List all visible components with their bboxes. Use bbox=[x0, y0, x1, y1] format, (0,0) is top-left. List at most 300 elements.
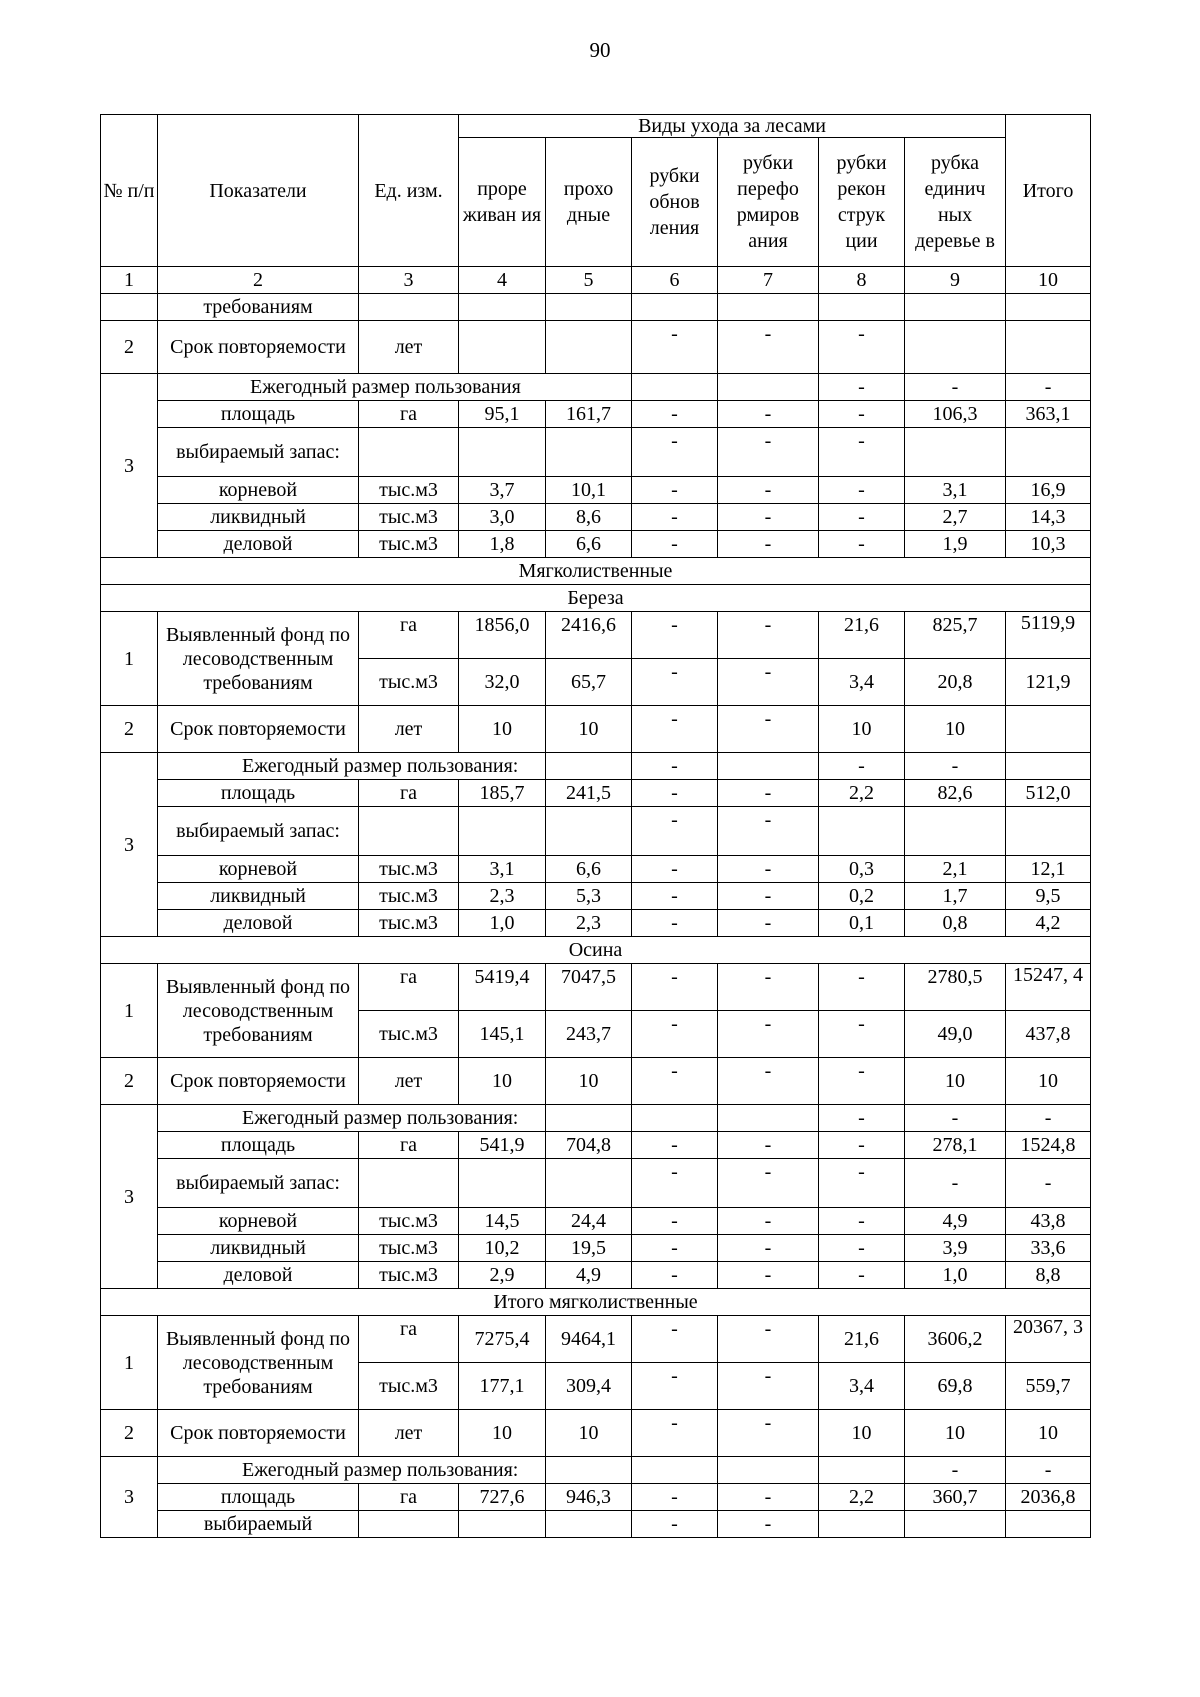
table-row bbox=[101, 1262, 1091, 1289]
value-cell: - bbox=[718, 910, 819, 937]
value-cell: - bbox=[905, 1105, 1006, 1132]
value-cell: 121,9 bbox=[1006, 659, 1091, 706]
cell bbox=[546, 321, 632, 374]
value-cell: 3,4 bbox=[819, 1363, 905, 1410]
value-cell: - bbox=[819, 964, 905, 1011]
value-cell: - bbox=[819, 1208, 905, 1235]
row-label: Срок повторяемости bbox=[158, 1410, 359, 1457]
cell bbox=[819, 294, 905, 321]
header-total: Итого bbox=[1006, 115, 1091, 267]
section-row bbox=[101, 585, 1091, 612]
value-cell: 3,4 bbox=[819, 659, 905, 706]
value-cell: - bbox=[718, 1011, 819, 1058]
annual-use-label: Ежегодный размер пользования: bbox=[158, 1105, 546, 1132]
value-cell: - bbox=[632, 612, 718, 659]
row-label: деловой bbox=[158, 531, 359, 558]
value-cell: 3,1 bbox=[905, 477, 1006, 504]
row-unit: тыс.м3 bbox=[359, 1262, 459, 1289]
value-cell bbox=[905, 1511, 1006, 1538]
table-row bbox=[101, 504, 1091, 531]
value-cell: 243,7 bbox=[546, 1011, 632, 1058]
value-cell: - bbox=[718, 1511, 819, 1538]
value-cell: - bbox=[632, 1235, 718, 1262]
value-cell: 559,7 bbox=[1006, 1363, 1091, 1410]
row-num: 1 bbox=[101, 964, 158, 1058]
value-cell: - bbox=[905, 1457, 1006, 1484]
value-cell: 1,9 bbox=[905, 531, 1006, 558]
header-col-4: проре живан ия bbox=[459, 138, 546, 267]
value-cell: 65,7 bbox=[546, 659, 632, 706]
value-cell: - bbox=[632, 504, 718, 531]
value-cell: 1,7 bbox=[905, 883, 1006, 910]
value-cell: - bbox=[819, 1058, 905, 1105]
value-cell: - bbox=[632, 401, 718, 428]
row-num: 3 bbox=[101, 374, 158, 558]
row-unit bbox=[359, 294, 459, 321]
value-cell: 43,8 bbox=[1006, 1208, 1091, 1235]
row-num: 1 bbox=[101, 1316, 158, 1410]
table-row bbox=[101, 401, 1091, 428]
value-cell: 10,3 bbox=[1006, 531, 1091, 558]
value-cell: - bbox=[819, 1011, 905, 1058]
value-cell: - bbox=[632, 883, 718, 910]
value-cell: - bbox=[1006, 1457, 1091, 1484]
value-cell bbox=[546, 807, 632, 856]
value-cell: - bbox=[819, 1235, 905, 1262]
value-cell: - bbox=[632, 910, 718, 937]
row-label: площадь bbox=[158, 401, 359, 428]
row-label: требованиям bbox=[158, 294, 359, 321]
table-row bbox=[101, 1457, 1091, 1484]
value-cell: 2,9 bbox=[459, 1262, 546, 1289]
value-cell: - bbox=[819, 1105, 905, 1132]
value-cell: 33,6 bbox=[1006, 1235, 1091, 1262]
value-cell: 2036,8 bbox=[1006, 1484, 1091, 1511]
value-cell bbox=[819, 1511, 905, 1538]
cell bbox=[718, 294, 819, 321]
table-row bbox=[101, 910, 1091, 937]
value-cell bbox=[546, 1511, 632, 1538]
table-row bbox=[101, 883, 1091, 910]
value-cell: 2,3 bbox=[546, 910, 632, 937]
value-cell: 7275,4 bbox=[459, 1316, 546, 1363]
row-unit: га bbox=[359, 964, 459, 1011]
column-number: 7 bbox=[718, 267, 819, 294]
value-cell bbox=[546, 428, 632, 477]
value-cell: - bbox=[632, 1159, 718, 1208]
value-cell: - bbox=[632, 428, 718, 477]
column-number: 3 bbox=[359, 267, 459, 294]
value-cell: - bbox=[632, 1316, 718, 1363]
value-cell: 49,0 bbox=[905, 1011, 1006, 1058]
value-cell: - bbox=[718, 401, 819, 428]
value-cell bbox=[546, 1105, 632, 1132]
value-cell: - bbox=[718, 531, 819, 558]
header-col-9: рубка единич ных деревье в bbox=[905, 138, 1006, 267]
table-row bbox=[101, 1410, 1091, 1457]
table-row bbox=[101, 964, 1091, 1011]
value-cell: 5,3 bbox=[546, 883, 632, 910]
value-cell: 360,7 bbox=[905, 1484, 1006, 1511]
cell bbox=[905, 321, 1006, 374]
value-cell: - bbox=[905, 753, 1006, 780]
table-row bbox=[101, 706, 1091, 753]
value-cell: 1,0 bbox=[905, 1262, 1006, 1289]
value-cell: 10 bbox=[905, 706, 1006, 753]
value-cell: - bbox=[632, 1410, 718, 1457]
value-cell: 95,1 bbox=[459, 401, 546, 428]
row-unit: тыс.м3 bbox=[359, 1011, 459, 1058]
row-label: выбираемый запас: bbox=[158, 1159, 359, 1208]
cell bbox=[459, 294, 546, 321]
value-cell bbox=[1006, 1511, 1091, 1538]
row-label: площадь bbox=[158, 1132, 359, 1159]
value-cell: - bbox=[1006, 1159, 1091, 1208]
value-cell: 185,7 bbox=[459, 780, 546, 807]
value-cell: 10,1 bbox=[546, 477, 632, 504]
value-cell: - bbox=[819, 428, 905, 477]
value-cell: 2,1 bbox=[905, 856, 1006, 883]
column-number: 10 bbox=[1006, 267, 1091, 294]
table-row bbox=[101, 780, 1091, 807]
value-cell: 8,6 bbox=[546, 504, 632, 531]
value-cell: - bbox=[632, 807, 718, 856]
value-cell: - bbox=[718, 964, 819, 1011]
value-cell: - bbox=[718, 807, 819, 856]
row-unit bbox=[359, 428, 459, 477]
value-cell: - bbox=[718, 1058, 819, 1105]
value-cell: 15247, 4 bbox=[1006, 964, 1091, 1011]
row-unit: лет bbox=[359, 321, 459, 374]
annual-use-label: Ежегодный размер пользования bbox=[158, 374, 632, 401]
header-indicators: Показатели bbox=[158, 115, 359, 267]
column-number: 1 bbox=[101, 267, 158, 294]
value-cell: - bbox=[819, 1132, 905, 1159]
row-unit: тыс.м3 bbox=[359, 1208, 459, 1235]
value-cell: 1524,8 bbox=[1006, 1132, 1091, 1159]
value-cell: - bbox=[718, 612, 819, 659]
value-cell: - bbox=[718, 1410, 819, 1457]
value-cell: - bbox=[819, 401, 905, 428]
value-cell: 1,8 bbox=[459, 531, 546, 558]
row-label: деловой bbox=[158, 1262, 359, 1289]
row-unit: га bbox=[359, 1484, 459, 1511]
value-cell: 82,6 bbox=[905, 780, 1006, 807]
row-label: корневой bbox=[158, 1208, 359, 1235]
value-cell bbox=[718, 753, 819, 780]
value-cell: - bbox=[718, 1484, 819, 1511]
value-cell: 4,9 bbox=[905, 1208, 1006, 1235]
cell bbox=[632, 374, 718, 401]
value-cell: 24,4 bbox=[546, 1208, 632, 1235]
value-cell: 3606,2 bbox=[905, 1316, 1006, 1363]
value-cell bbox=[459, 1159, 546, 1208]
row-unit: тыс.м3 bbox=[359, 1235, 459, 1262]
column-number: 4 bbox=[459, 267, 546, 294]
value-cell: 32,0 bbox=[459, 659, 546, 706]
value-cell: - bbox=[718, 1159, 819, 1208]
value-cell: - bbox=[718, 780, 819, 807]
table-row bbox=[101, 1058, 1091, 1105]
column-number: 8 bbox=[819, 267, 905, 294]
column-number-row bbox=[101, 267, 1091, 294]
value-cell: - bbox=[632, 1208, 718, 1235]
cell bbox=[632, 294, 718, 321]
row-label: Выявленный фонд по лесоводственным требованиям bbox=[158, 964, 359, 1058]
annual-use-label: Ежегодный размер пользования: bbox=[158, 1457, 546, 1484]
value-cell: 946,3 bbox=[546, 1484, 632, 1511]
value-cell: 3,9 bbox=[905, 1235, 1006, 1262]
header-col-7: рубки перефо рмиров ания bbox=[718, 138, 819, 267]
value-cell: 4,9 bbox=[546, 1262, 632, 1289]
table-row bbox=[101, 477, 1091, 504]
table-row bbox=[101, 1132, 1091, 1159]
value-cell: 7047,5 bbox=[546, 964, 632, 1011]
value-cell: 14,5 bbox=[459, 1208, 546, 1235]
value-cell: - bbox=[905, 1159, 1006, 1208]
column-number: 6 bbox=[632, 267, 718, 294]
value-cell: 5119,9 bbox=[1006, 612, 1091, 659]
cell bbox=[459, 321, 546, 374]
value-cell: 10 bbox=[819, 1410, 905, 1457]
forest-care-table bbox=[100, 114, 1091, 1538]
section-row bbox=[101, 558, 1091, 585]
value-cell: 1856,0 bbox=[459, 612, 546, 659]
row-label: ликвидный bbox=[158, 1235, 359, 1262]
value-cell: 2,7 bbox=[905, 504, 1006, 531]
value-cell: 6,6 bbox=[546, 856, 632, 883]
value-cell: 4,2 bbox=[1006, 910, 1091, 937]
row-label: выбираемый запас: bbox=[158, 807, 359, 856]
header-num: № п/п bbox=[101, 115, 158, 267]
row-unit: тыс.м3 bbox=[359, 504, 459, 531]
value-cell: 161,7 bbox=[546, 401, 632, 428]
table-row bbox=[101, 1235, 1091, 1262]
page-number: 90 bbox=[589, 38, 611, 62]
value-cell: 10 bbox=[1006, 1410, 1091, 1457]
value-cell: 241,5 bbox=[546, 780, 632, 807]
value-cell: - bbox=[819, 504, 905, 531]
value-cell: 12,1 bbox=[1006, 856, 1091, 883]
cell bbox=[546, 294, 632, 321]
value-cell: - bbox=[819, 1159, 905, 1208]
value-cell: 3,7 bbox=[459, 477, 546, 504]
table-row bbox=[101, 531, 1091, 558]
row-num: 3 bbox=[101, 1105, 158, 1289]
value-cell: 145,1 bbox=[459, 1011, 546, 1058]
column-number: 5 bbox=[546, 267, 632, 294]
value-cell: 825,7 bbox=[905, 612, 1006, 659]
value-cell: 1,0 bbox=[459, 910, 546, 937]
value-cell bbox=[905, 807, 1006, 856]
value-cell: 6,6 bbox=[546, 531, 632, 558]
value-cell: 0,3 bbox=[819, 856, 905, 883]
value-cell: 10 bbox=[905, 1058, 1006, 1105]
value-cell: 0,8 bbox=[905, 910, 1006, 937]
value-cell: 21,6 bbox=[819, 612, 905, 659]
table-row bbox=[101, 856, 1091, 883]
value-cell: - bbox=[718, 1208, 819, 1235]
value-cell: 8,8 bbox=[1006, 1262, 1091, 1289]
value-cell: - bbox=[718, 1235, 819, 1262]
value-cell: 512,0 bbox=[1006, 780, 1091, 807]
row-num: 2 bbox=[101, 706, 158, 753]
value-cell: 21,6 bbox=[819, 1316, 905, 1363]
value-cell: 10 bbox=[905, 1410, 1006, 1457]
value-cell: - bbox=[632, 856, 718, 883]
value-cell bbox=[632, 1105, 718, 1132]
cell bbox=[718, 374, 819, 401]
row-num: 3 bbox=[101, 753, 158, 937]
cell: - bbox=[718, 321, 819, 374]
section-row bbox=[101, 1289, 1091, 1316]
value-cell: - bbox=[718, 659, 819, 706]
annual-use-label: Ежегодный размер пользования: bbox=[158, 753, 546, 780]
value-cell: - bbox=[819, 753, 905, 780]
value-cell: 0,1 bbox=[819, 910, 905, 937]
row-unit: тыс.м3 bbox=[359, 910, 459, 937]
section-title: Береза bbox=[101, 585, 1091, 612]
row-unit: тыс.м3 bbox=[359, 856, 459, 883]
row-label: Срок повторяемости bbox=[158, 321, 359, 374]
value-cell: 10 bbox=[546, 1058, 632, 1105]
value-cell: 3,0 bbox=[459, 504, 546, 531]
row-num: 2 bbox=[101, 1058, 158, 1105]
cell: - bbox=[819, 374, 905, 401]
row-unit: тыс.м3 bbox=[359, 659, 459, 706]
column-number: 9 bbox=[905, 267, 1006, 294]
row-unit: тыс.м3 bbox=[359, 531, 459, 558]
value-cell: 10 bbox=[459, 1410, 546, 1457]
row-label: корневой bbox=[158, 856, 359, 883]
value-cell: - bbox=[632, 1132, 718, 1159]
value-cell: 69,8 bbox=[905, 1363, 1006, 1410]
value-cell: - bbox=[632, 1511, 718, 1538]
value-cell: - bbox=[632, 1262, 718, 1289]
value-cell bbox=[905, 428, 1006, 477]
value-cell bbox=[718, 1457, 819, 1484]
section-row bbox=[101, 937, 1091, 964]
value-cell: 727,6 bbox=[459, 1484, 546, 1511]
row-label: ликвидный bbox=[158, 504, 359, 531]
value-cell bbox=[459, 1511, 546, 1538]
value-cell: - bbox=[718, 1363, 819, 1410]
table-row bbox=[101, 807, 1091, 856]
value-cell bbox=[459, 807, 546, 856]
value-cell bbox=[1006, 807, 1091, 856]
cell: - bbox=[632, 321, 718, 374]
row-label: Срок повторяемости bbox=[158, 706, 359, 753]
value-cell: - bbox=[718, 856, 819, 883]
section-title: Осина bbox=[101, 937, 1091, 964]
value-cell bbox=[546, 1457, 632, 1484]
value-cell: 9,5 bbox=[1006, 883, 1091, 910]
value-cell: - bbox=[632, 753, 718, 780]
value-cell: - bbox=[819, 531, 905, 558]
value-cell: - bbox=[632, 477, 718, 504]
value-cell: 2780,5 bbox=[905, 964, 1006, 1011]
value-cell: 177,1 bbox=[459, 1363, 546, 1410]
value-cell: 106,3 bbox=[905, 401, 1006, 428]
value-cell bbox=[546, 1159, 632, 1208]
table-row bbox=[101, 1484, 1091, 1511]
row-unit: лет bbox=[359, 706, 459, 753]
column-number: 2 bbox=[158, 267, 359, 294]
row-num: 3 bbox=[101, 1457, 158, 1538]
row-label: корневой bbox=[158, 477, 359, 504]
row-label: площадь bbox=[158, 1484, 359, 1511]
value-cell: 10 bbox=[459, 1058, 546, 1105]
row-num: 1 bbox=[101, 612, 158, 706]
value-cell: 9464,1 bbox=[546, 1316, 632, 1363]
row-unit bbox=[359, 1511, 459, 1538]
table-row bbox=[101, 1316, 1091, 1363]
row-num: 2 bbox=[101, 321, 158, 374]
row-num: 2 bbox=[101, 1410, 158, 1457]
value-cell: 0,2 bbox=[819, 883, 905, 910]
value-cell: 14,3 bbox=[1006, 504, 1091, 531]
value-cell: 3,1 bbox=[459, 856, 546, 883]
cell: - bbox=[819, 321, 905, 374]
value-cell bbox=[1006, 706, 1091, 753]
table-row bbox=[101, 1511, 1091, 1538]
value-cell: - bbox=[718, 504, 819, 531]
row-unit: лет bbox=[359, 1058, 459, 1105]
value-cell: - bbox=[632, 706, 718, 753]
value-cell: 2,2 bbox=[819, 780, 905, 807]
row-unit: лет bbox=[359, 1410, 459, 1457]
value-cell bbox=[819, 1457, 905, 1484]
row-label: Срок повторяемости bbox=[158, 1058, 359, 1105]
value-cell: 10 bbox=[546, 706, 632, 753]
row-unit bbox=[359, 807, 459, 856]
section-title: Итого мягколиственные bbox=[101, 1289, 1091, 1316]
value-cell: 20,8 bbox=[905, 659, 1006, 706]
value-cell: 19,5 bbox=[546, 1235, 632, 1262]
row-unit: га bbox=[359, 401, 459, 428]
header-col-6: рубки обнов ления bbox=[632, 138, 718, 267]
table-row bbox=[101, 1208, 1091, 1235]
value-cell: - bbox=[718, 1262, 819, 1289]
cell: - bbox=[905, 374, 1006, 401]
row-unit: тыс.м3 bbox=[359, 477, 459, 504]
value-cell bbox=[1006, 428, 1091, 477]
value-cell: 5419,4 bbox=[459, 964, 546, 1011]
value-cell: - bbox=[819, 1262, 905, 1289]
row-label: Выявленный фонд по лесоводственным требованиям bbox=[158, 612, 359, 706]
value-cell: 278,1 bbox=[905, 1132, 1006, 1159]
value-cell: 10 bbox=[546, 1410, 632, 1457]
value-cell: - bbox=[632, 780, 718, 807]
value-cell: 10 bbox=[459, 706, 546, 753]
row-unit: га bbox=[359, 1132, 459, 1159]
value-cell bbox=[459, 428, 546, 477]
row-unit: тыс.м3 bbox=[359, 1363, 459, 1410]
value-cell bbox=[632, 1457, 718, 1484]
value-cell: - bbox=[718, 428, 819, 477]
cell: - bbox=[1006, 374, 1091, 401]
value-cell: - bbox=[632, 964, 718, 1011]
value-cell bbox=[546, 753, 632, 780]
section-title: Мягколиственные bbox=[101, 558, 1091, 585]
row-label: выбираемый bbox=[158, 1511, 359, 1538]
value-cell bbox=[718, 1105, 819, 1132]
value-cell: 2,3 bbox=[459, 883, 546, 910]
value-cell: 363,1 bbox=[1006, 401, 1091, 428]
value-cell: - bbox=[632, 659, 718, 706]
header-col-5: прохо дные bbox=[546, 138, 632, 267]
cell bbox=[1006, 321, 1091, 374]
